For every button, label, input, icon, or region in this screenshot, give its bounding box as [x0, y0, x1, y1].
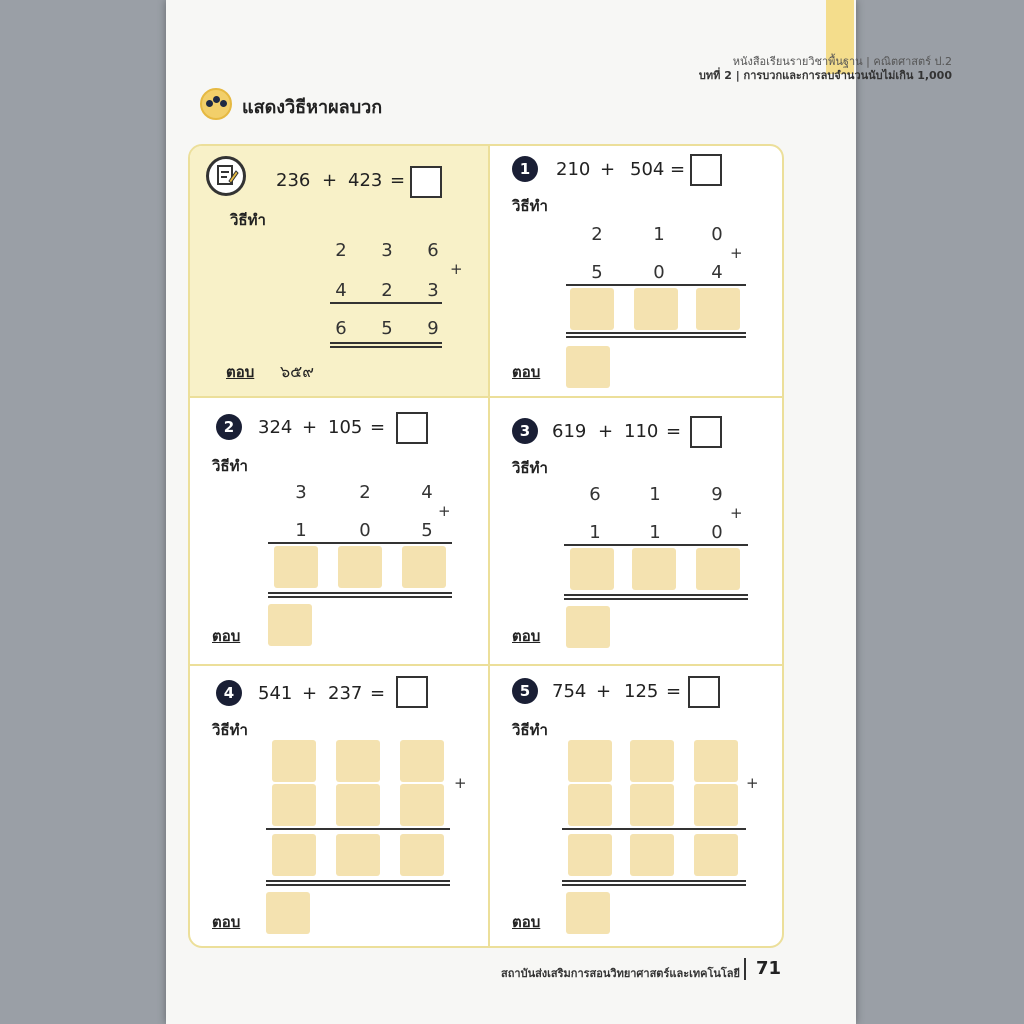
- problem-5-eq: =: [666, 681, 682, 702]
- problem-4-answer-label: ตอบ: [212, 913, 241, 931]
- sum-line: [564, 544, 748, 546]
- problem-5-answer-box[interactable]: [688, 676, 720, 708]
- answer-tile[interactable]: [272, 834, 316, 876]
- answer-tile[interactable]: [566, 892, 610, 934]
- problem-3-mid-digit: 1: [589, 522, 601, 543]
- problem-number-badge: 5: [512, 678, 538, 704]
- example-op: +: [322, 170, 338, 191]
- problem-1-answer-box[interactable]: [690, 154, 722, 186]
- problem-2-mid-digit: 5: [421, 520, 433, 541]
- problem-3-plus: +: [730, 504, 743, 522]
- footer-divider: [744, 958, 746, 980]
- digit-tile[interactable]: [568, 784, 612, 826]
- problem-4-a: 541: [258, 683, 293, 704]
- example-answer-text: ๖๕๙: [280, 362, 314, 381]
- problem-4-answer-box[interactable]: [396, 676, 428, 708]
- answer-tile[interactable]: [570, 288, 614, 330]
- sum-line: [266, 828, 450, 830]
- digit-tile[interactable]: [336, 784, 380, 826]
- exercise-grid: [188, 144, 784, 948]
- problem-5-op: +: [596, 681, 612, 702]
- problem-4-panel: [190, 666, 490, 946]
- example-result-digit: 5: [381, 318, 393, 339]
- problem-1-plus: +: [730, 244, 743, 262]
- total-line: [564, 594, 748, 596]
- answer-tile[interactable]: [566, 346, 610, 388]
- answer-tile[interactable]: [274, 546, 318, 588]
- problem-3-answer-box[interactable]: [690, 416, 722, 448]
- problem-3-op: +: [598, 421, 614, 442]
- problem-3-top-digit: 6: [589, 484, 601, 505]
- total-line: [268, 592, 452, 594]
- answer-tile[interactable]: [268, 604, 312, 646]
- problem-2-answer-box[interactable]: [396, 412, 428, 444]
- problem-3-mid-digit: 1: [649, 522, 661, 543]
- section-title: แสดงวิธีหาผลบวก: [242, 97, 383, 118]
- problem-5-plus: +: [746, 774, 759, 792]
- problem-5-method-label: วิธีทำ: [512, 721, 548, 739]
- digit-tile[interactable]: [694, 784, 738, 826]
- total-line: [564, 598, 748, 600]
- example-a: 236: [276, 170, 311, 191]
- problem-number-badge: 4: [216, 680, 242, 706]
- total-line: [566, 332, 746, 334]
- answer-tile[interactable]: [630, 834, 674, 876]
- problem-3-mid-digit: 0: [711, 522, 723, 543]
- sum-line: [562, 828, 746, 830]
- problem-1-top-digit: 0: [711, 224, 723, 245]
- problem-4-method-label: วิธีทำ: [212, 721, 248, 739]
- problem-2-b: 105: [328, 417, 363, 438]
- example-mid-digit: 3: [427, 280, 439, 301]
- example-mid-digit: 2: [381, 280, 393, 301]
- total-line: [562, 880, 746, 882]
- problem-2-mid-digit: 1: [295, 520, 307, 541]
- example-method-label: วิธีทำ: [230, 211, 266, 229]
- problem-2-panel: [190, 398, 490, 666]
- problem-5-b: 125: [624, 681, 659, 702]
- example-eq: =: [390, 170, 406, 191]
- total-line: [566, 336, 746, 338]
- problem-number-badge: 1: [512, 156, 538, 182]
- example-panel: [190, 146, 490, 398]
- answer-tile[interactable]: [694, 834, 738, 876]
- problem-5-a: 754: [552, 681, 587, 702]
- example-mid-digit: 4: [335, 280, 347, 301]
- answer-tile[interactable]: [400, 834, 444, 876]
- problem-2-plus: +: [438, 502, 451, 520]
- answer-tile[interactable]: [570, 548, 614, 590]
- digit-tile[interactable]: [630, 784, 674, 826]
- example-top-digit: 2: [335, 240, 347, 261]
- problem-4-plus: +: [454, 774, 467, 792]
- problem-5-answer-label: ตอบ: [512, 913, 541, 931]
- answer-tile[interactable]: [402, 546, 446, 588]
- problem-3-b: 110: [624, 421, 659, 442]
- header-chapter: บทที่ 2 | การบวกและการลบจำนวนนับไม่เกิน 1,000: [698, 69, 952, 82]
- problem-2-op: +: [302, 417, 318, 438]
- digit-tile[interactable]: [568, 740, 612, 782]
- page-number: 71: [756, 958, 782, 979]
- total-line: [268, 596, 452, 598]
- total-line: [266, 880, 450, 882]
- problem-4-b: 237: [328, 683, 363, 704]
- problem-1-panel: [490, 146, 782, 398]
- problem-1-top-digit: 1: [653, 224, 665, 245]
- digit-tile[interactable]: [272, 740, 316, 782]
- problem-1-mid-digit: 0: [653, 262, 665, 283]
- problem-1-mid-digit: 5: [591, 262, 603, 283]
- problem-3-panel: [490, 398, 782, 666]
- example-result-digit: 6: [335, 318, 347, 339]
- digit-tile[interactable]: [630, 740, 674, 782]
- total-line: [266, 884, 450, 886]
- example-b: 423: [348, 170, 383, 191]
- header-subject: หนังสือเรียนรายวิชาพื้นฐาน | คณิตศาสตร์ ป.2: [732, 55, 952, 68]
- problem-2-eq: =: [370, 417, 386, 438]
- example-answer-box[interactable]: [410, 166, 442, 198]
- digit-tile[interactable]: [336, 740, 380, 782]
- problem-1-eq: =: [670, 159, 686, 180]
- people-icon: [200, 88, 232, 120]
- problem-3-answer-label: ตอบ: [512, 627, 541, 645]
- digit-tile[interactable]: [272, 784, 316, 826]
- problem-5-panel: [490, 666, 782, 946]
- problem-2-method-label: วิธีทำ: [212, 457, 248, 475]
- problem-number-badge: 2: [216, 414, 242, 440]
- example-top-digit: 6: [427, 240, 439, 261]
- sum-line: [268, 542, 452, 544]
- problem-1-mid-digit: 4: [711, 262, 723, 283]
- answer-tile[interactable]: [336, 834, 380, 876]
- problem-1-method-label: วิธีทำ: [512, 197, 548, 215]
- problem-2-a: 324: [258, 417, 293, 438]
- sum-line: [330, 302, 442, 304]
- answer-tile[interactable]: [338, 546, 382, 588]
- total-line: [330, 346, 442, 348]
- answer-tile[interactable]: [566, 606, 610, 648]
- total-line: [562, 884, 746, 886]
- problem-2-mid-digit: 0: [359, 520, 371, 541]
- problem-1-op: +: [600, 159, 616, 180]
- answer-tile[interactable]: [266, 892, 310, 934]
- problem-2-top-digit: 2: [359, 482, 371, 503]
- problem-1-top-digit: 2: [591, 224, 603, 245]
- problem-2-top-digit: 3: [295, 482, 307, 503]
- answer-tile[interactable]: [568, 834, 612, 876]
- problem-4-op: +: [302, 683, 318, 704]
- problem-4-eq: =: [370, 683, 386, 704]
- answer-tile[interactable]: [632, 548, 676, 590]
- worksheet-icon: [206, 156, 246, 196]
- problem-3-eq: =: [666, 421, 682, 442]
- answer-tile[interactable]: [696, 548, 740, 590]
- problem-1-a: 210: [556, 159, 591, 180]
- problem-number-badge: 3: [512, 418, 538, 444]
- digit-tile[interactable]: [400, 784, 444, 826]
- problem-2-top-digit: 4: [421, 482, 433, 503]
- answer-tile[interactable]: [634, 288, 678, 330]
- example-result-digit: 9: [427, 318, 439, 339]
- problem-3-a: 619: [552, 421, 587, 442]
- problem-3-top-digit: 1: [649, 484, 661, 505]
- digit-tile[interactable]: [400, 740, 444, 782]
- sum-line: [566, 284, 746, 286]
- answer-tile[interactable]: [696, 288, 740, 330]
- example-top-digit: 3: [381, 240, 393, 261]
- problem-1-answer-label: ตอบ: [512, 363, 541, 381]
- example-answer-label: ตอบ: [226, 363, 255, 381]
- example-plus: +: [450, 260, 463, 278]
- problem-3-top-digit: 9: [711, 484, 723, 505]
- problem-2-answer-label: ตอบ: [212, 627, 241, 645]
- problem-1-b: 504: [630, 159, 665, 180]
- footer-publisher: สถาบันส่งเสริมการสอนวิทยาศาสตร์และเทคโนโลยี: [501, 967, 740, 980]
- problem-3-method-label: วิธีทำ: [512, 459, 548, 477]
- digit-tile[interactable]: [694, 740, 738, 782]
- total-line: [330, 342, 442, 344]
